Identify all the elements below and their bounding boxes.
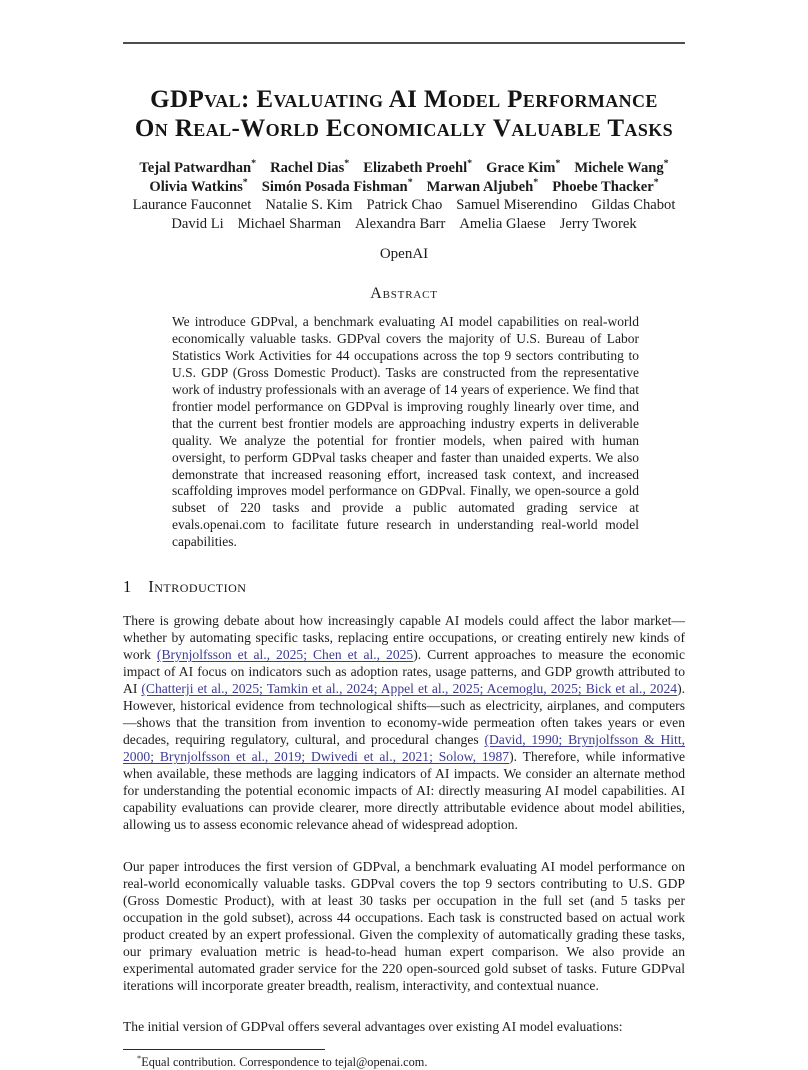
author-name: Natalie S. Kim — [265, 197, 353, 214]
equal-contribution-mark: * — [555, 158, 561, 170]
intro-paragraph-3 — [123, 1018, 685, 1035]
footnote-text: Equal contribution. Correspondence to tejal@openai.com. — [141, 1054, 428, 1069]
paper-content-column — [123, 0, 686, 1069]
body-text-segment: ). Current approaches to measure the economic impact of AI focus on indicators such as adoption rates, usage patterns, and GDP growth attributed to AI — [123, 647, 685, 697]
footnote-block — [123, 1049, 685, 1070]
author-name: Phoebe Thacker* — [552, 176, 659, 195]
author-name: Samuel Miserendino — [456, 197, 578, 214]
body-text-segment: There is growing debate about how increasingly capable AI models could affect the labor market—whether by automating specific tasks, replacing entire occupations, or creating entirely new kinds of work — [123, 613, 685, 663]
author-row — [123, 178, 685, 197]
equal-contribution-mark: * — [663, 158, 669, 170]
intro-paragraph-2 — [123, 858, 685, 994]
author-name: Patrick Chao — [366, 197, 443, 214]
paper-title-line1: GDPval: Evaluating AI Model Performance — [150, 86, 658, 113]
citation-link[interactable]: (David, 1990; Brynjolfsson & Hitt, 2000; Brynjolfsson et al., 2019; Dwivedi et al., 2021; Solow, 1987 — [123, 732, 685, 765]
author-row — [123, 196, 685, 215]
body-text-segment: ). However, historical evidence from technological shifts—such as electricity, airplanes, and computers—shows that the transition from invention to economy-wide permeation often takes years or even decades, requiring regulatory, cultural, and procedural changes — [123, 681, 685, 748]
author-name: Olivia Watkins* — [149, 176, 248, 195]
author-row — [123, 215, 685, 234]
author-name: Tejal Patwardhan* — [139, 158, 257, 176]
body-text-segment: Our paper introduces the first version of GDPval, a benchmark evaluating AI model performance on real-world economically valuable tasks. GDPval covers the top 9 sectors contributing to U.S. GDP (Gross Domestic Product), with at least 30 tasks per occupation in the full set (and 5 tasks per occupation in the gold subset), across 44 occupations. Each task is constructed based on actual work product created by an expert professional. Given the complexity of automatically grading these tasks, our primary evaluation metric is head-to-head human expert comparison. We also provide an experimental automated grader service for the 220 open-sourced gold subset of tasks. Future GDPval iterations will incorporate greater breadth, realism, interactivity, and contextual nuance. — [123, 858, 685, 993]
equal-contribution-mark: * — [407, 176, 413, 188]
author-name: Elizabeth Proehl* — [363, 158, 473, 176]
body-text-segment: The initial version of GDPval offers several advantages over existing AI model evaluations: — [123, 1019, 623, 1035]
equal-contribution-mark: * — [533, 176, 539, 188]
author-name: Gildas Chabot — [591, 197, 676, 214]
header-rule — [123, 42, 685, 44]
author-name: Alexandra Barr — [355, 215, 446, 232]
author-block — [123, 159, 685, 233]
abstract-text: We introduce GDPval, a benchmark evaluating AI model capabilities on real-world economically valuable tasks. GDPval covers the majority of U.S. Bureau of Labor Statistics Work Activities for 44 occupations across the top 9 sectors contributing to U.S. GDP (Gross Domestic Product). Tasks are constructed from the representative work of industry professionals with an average of 14 years of experience. We find that frontier model performance on GDPval is improving roughly linearly over time, and that the current best frontier models are approaching industry experts in deliverable quality. We analyze the potential for frontier models, when paired with human oversight, to perform GDPval tasks cheaper and faster than unaided experts. We also demonstrate that increased reasoning effort, increased task context, and increased scaffolding improves model performance on GDPval. Finally, we open-source a gold subset of 220 tasks and provide a public automated grading service at evals.openai.com to facilitate future research in understanding real-world model capabilities. — [172, 314, 639, 550]
body-text-segment: ). Therefore, while informative when available, these methods are lagging indicators of AI impacts. We consider an alternate method for understanding the potential economic impacts of AI: directly measuring AI model capabilities. AI capability evaluations can provide clearer, more directly attributable evidence about model abilities, allowing us to assess economic relevance ahead of widespread adoption. — [123, 749, 686, 833]
author-row — [123, 159, 685, 178]
author-name: Michele Wang* — [574, 158, 669, 176]
section-heading-introduction — [123, 577, 685, 597]
author-name: David Li — [171, 215, 224, 232]
citation-link[interactable]: (Brynjolfsson et al., 2025; Chen et al., 2025 — [156, 647, 414, 663]
intro-paragraph-1 — [123, 612, 685, 833]
equal-contribution-mark: * — [344, 158, 350, 170]
affiliation: OpenAI — [379, 246, 429, 263]
equal-contribution-mark: * — [467, 158, 473, 170]
equal-contribution-mark: * — [242, 176, 248, 188]
citation-link[interactable]: (Chatterji et al., 2025; Tamkin et al., 2024; Appel et al., 2025; Acemoglu, 2025; Bick et al., 2024 — [141, 681, 678, 697]
paper-title-line2: On Real-World Economically Valuable Tasks — [134, 115, 674, 142]
author-name: Marwan Aljubeh* — [426, 176, 539, 195]
author-name: Jerry Tworek — [559, 215, 637, 232]
section-title: Introduction — [148, 577, 247, 597]
footnote — [123, 1055, 685, 1070]
author-name: Rachel Dias* — [270, 158, 350, 176]
footnote-rule — [123, 1049, 325, 1050]
abstract-heading: Abstract — [370, 285, 438, 303]
author-name: Laurance Fauconnet — [132, 197, 252, 214]
paper-title — [123, 85, 685, 143]
footnote-marker: * — [137, 1053, 142, 1063]
author-name: Simón Posada Fishman* — [261, 176, 413, 195]
section-number: 1 — [123, 577, 132, 597]
author-name: Grace Kim* — [486, 158, 561, 176]
equal-contribution-mark: * — [653, 176, 659, 188]
author-name: Amelia Glaese — [459, 215, 546, 232]
author-name: Michael Sharman — [237, 215, 342, 232]
equal-contribution-mark: * — [251, 158, 257, 170]
